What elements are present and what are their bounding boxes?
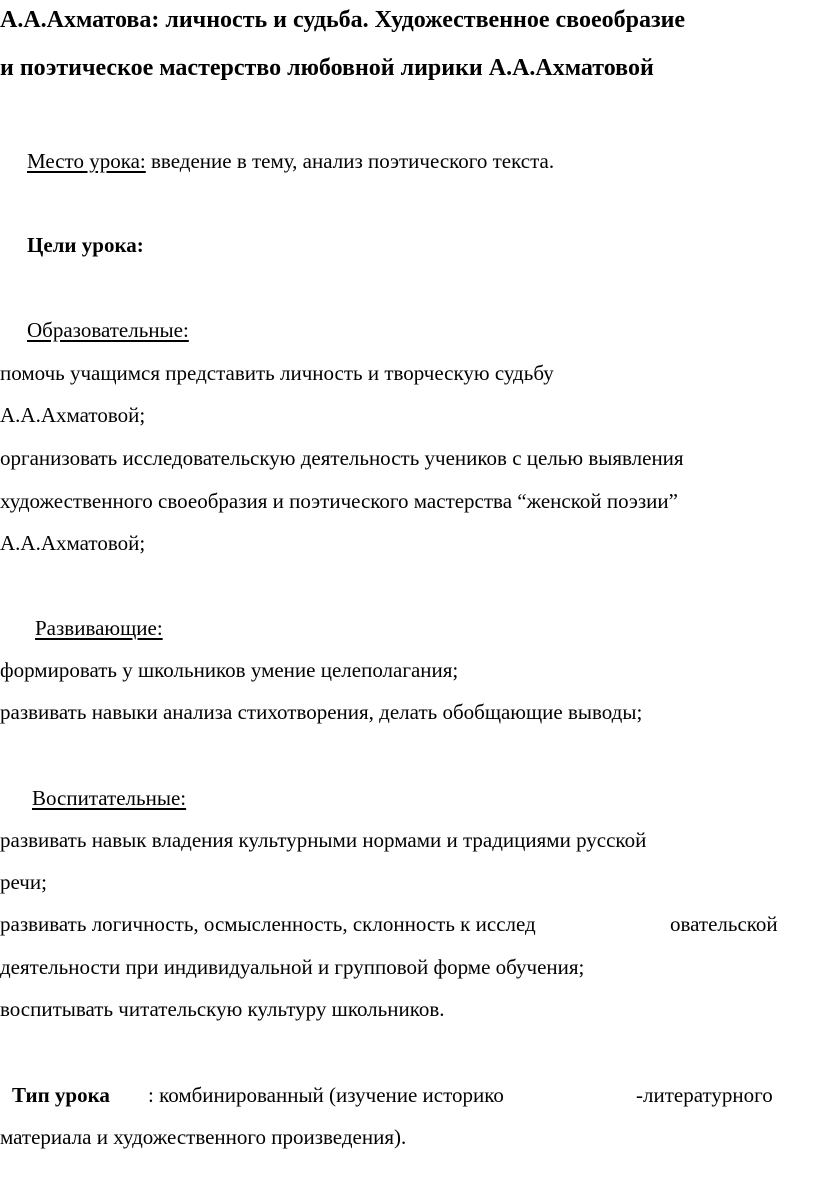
educational-line: художественного своеобразия и поэтического мастерства “женской поэзии” [0,489,678,513]
lesson-type-line-2: материала и художественного произведения). [0,1125,407,1149]
document-title-line-2: и поэтическое мастерство любовной лирики А.А.Ахматовой [0,55,654,81]
lesson-type-text-b: -литературного [636,1083,773,1107]
goals-heading: Цели урока: [27,233,144,257]
lesson-type-label: Тип урока [12,1083,110,1107]
lesson-place [27,147,554,175]
educational-heading: Образовательные: [27,318,189,342]
upbringing-split-line-b: овательской [670,912,778,936]
educational-line: помочь учащимся представить личность и творческую судьбу [0,361,554,385]
educational-line: А.А.Ахматовой; [0,403,146,427]
upbringing-line: воспитывать читательскую культуру школьников. [0,997,445,1021]
upbringing-split-line-a: развивать логичность, осмысленность, склонность к исслед [0,912,536,936]
upbringing-heading: Воспитательные: [32,786,187,810]
document-title-line-1: А.А.Ахматова: личность и судьба. Художественное своеобразие [0,7,686,33]
developing-line: развивать навыки анализа стихотворения, делать обобщающие выводы; [0,700,643,724]
lesson-place-label: Место урока: [27,149,146,173]
upbringing-line: деятельности при индивидуальной и групповой форме обучения; [0,955,585,979]
upbringing-line: речи; [0,870,47,894]
educational-line: А.А.Ахматовой; [0,531,146,555]
lesson-place-text: введение в тему, анализ поэтического текста. [145,149,555,173]
educational-line: организовать исследовательскую деятельность учеников с целью выявления [0,446,684,470]
developing-heading: Развивающие: [35,616,163,640]
developing-line: формировать у школьников умение целеполагания; [0,658,459,682]
upbringing-line: развивать навык владения культурными нормами и традициями русской [0,828,647,852]
lesson-type-text-a: : комбинированный (изучение историко [148,1083,504,1107]
